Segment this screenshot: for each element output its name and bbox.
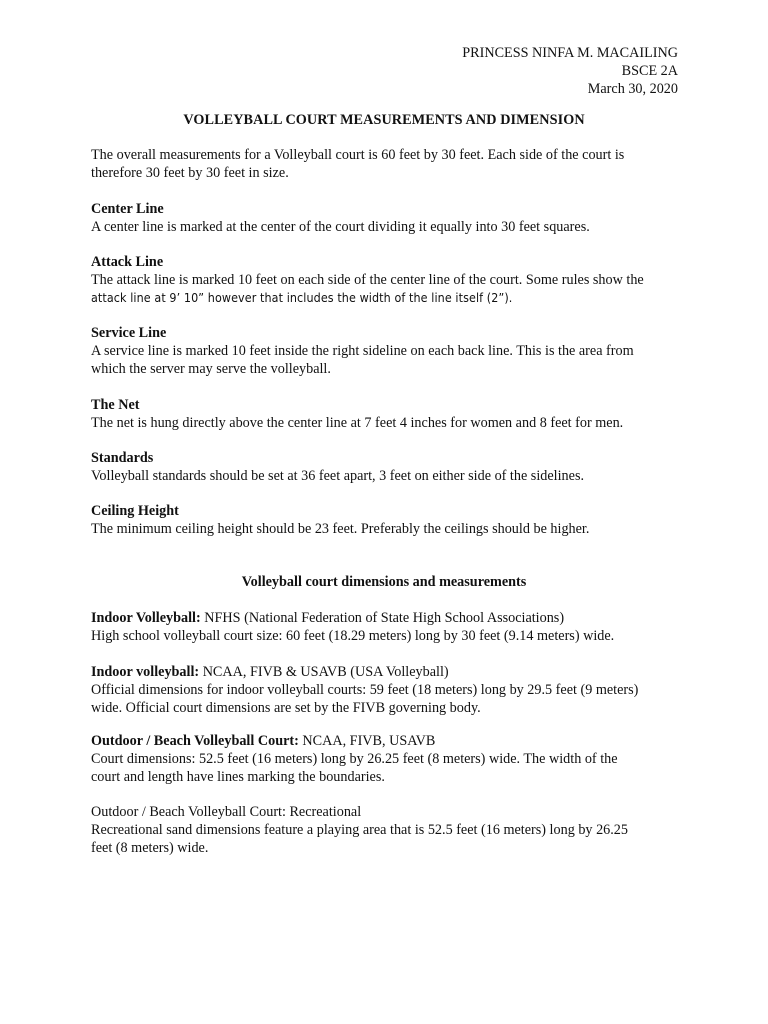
section-text: The net is hung directly above the center line at 7 feet 4 inches for women and 8 feet for men. <box>91 415 624 431</box>
section-attack-line <box>91 253 681 307</box>
court-heading: Outdoor / Beach Volleyball Court: Recreational <box>91 804 362 820</box>
court-text: Official dimensions for indoor volleyball courts: 59 feet (18 meters) long by 29.5 feet (9 meters) <box>91 682 639 698</box>
section-text: which the server may serve the volleyball. <box>91 361 331 377</box>
section-text: Volleyball standards should be set at 36 feet apart, 3 feet on either side of the sidelines. <box>91 468 585 484</box>
author-header <box>462 44 678 98</box>
court-heading <box>91 663 681 681</box>
author-name: PRINCESS NINFA M. MACAILING <box>462 45 678 61</box>
court-label: Outdoor / Beach Volleyball Court: <box>91 733 299 749</box>
court-text: Recreational sand dimensions feature a playing area that is 52.5 feet (16 meters) long by 26.25 <box>91 822 628 838</box>
intro-line: therefore 30 feet by 30 feet in size. <box>91 165 289 181</box>
court-outdoor-ncaa <box>91 732 681 786</box>
section-heading: Center Line <box>91 201 164 217</box>
court-label: Indoor Volleyball: <box>91 610 201 626</box>
section-text: A center line is marked at the center of the court dividing it equally into 30 feet squares. <box>91 219 590 235</box>
section-the-net <box>91 396 681 432</box>
court-label: Indoor volleyball: <box>91 664 200 680</box>
document-title: VOLLEYBALL COURT MEASUREMENTS AND DIMENSION <box>183 112 585 128</box>
section-text: A service line is marked 10 feet inside the right sideline on each back line. This is the area from <box>91 343 634 359</box>
section-subtitle: Volleyball court dimensions and measurements <box>241 574 527 590</box>
section-heading: The Net <box>91 397 140 413</box>
author-section: BSCE 2A <box>621 63 678 79</box>
document-date: March 30, 2020 <box>587 81 678 97</box>
section-text: The attack line is marked 10 feet on each side of the center line of the court. Some rules show the <box>91 272 644 288</box>
section-service-line <box>91 324 681 378</box>
court-heading <box>91 732 681 750</box>
section-text: attack line at 9’ 10” however that includes the width of the line itself (2”). <box>91 290 513 305</box>
court-text: High school volleyball court size: 60 feet (18.29 meters) long by 30 feet (9.14 meters) wide. <box>91 628 615 644</box>
court-heading <box>91 609 681 627</box>
section-text: The minimum ceiling height should be 23 feet. Preferably the ceilings should be higher. <box>91 521 590 537</box>
intro-line: The overall measurements for a Volleyball court is 60 feet by 30 feet. Each side of the court is <box>91 147 625 163</box>
court-text: Court dimensions: 52.5 feet (16 meters) long by 26.25 feet (8 meters) wide. The width of the <box>91 751 618 767</box>
section-heading: Attack Line <box>91 254 164 270</box>
section-standards <box>91 449 681 485</box>
court-text: feet (8 meters) wide. <box>91 840 209 856</box>
court-org: NCAA, FIVB & USAVB (USA Volleyball) <box>199 664 449 680</box>
court-indoor-nfhs <box>91 609 681 645</box>
section-heading: Service Line <box>91 325 167 341</box>
court-outdoor-recreational <box>91 803 681 857</box>
section-heading: Ceiling Height <box>91 503 179 519</box>
section-heading: Standards <box>91 450 154 466</box>
court-org: NFHS (National Federation of State High School Associations) <box>200 610 565 626</box>
intro-paragraph <box>91 146 681 182</box>
court-indoor-ncaa <box>91 663 681 717</box>
court-text: wide. Official court dimensions are set by the FIVB governing body. <box>91 700 481 716</box>
section-ceiling-height <box>91 502 681 538</box>
court-text: court and length have lines marking the boundaries. <box>91 769 385 785</box>
court-org: NCAA, FIVB, USAVB <box>298 733 436 749</box>
section-center-line <box>91 200 681 236</box>
